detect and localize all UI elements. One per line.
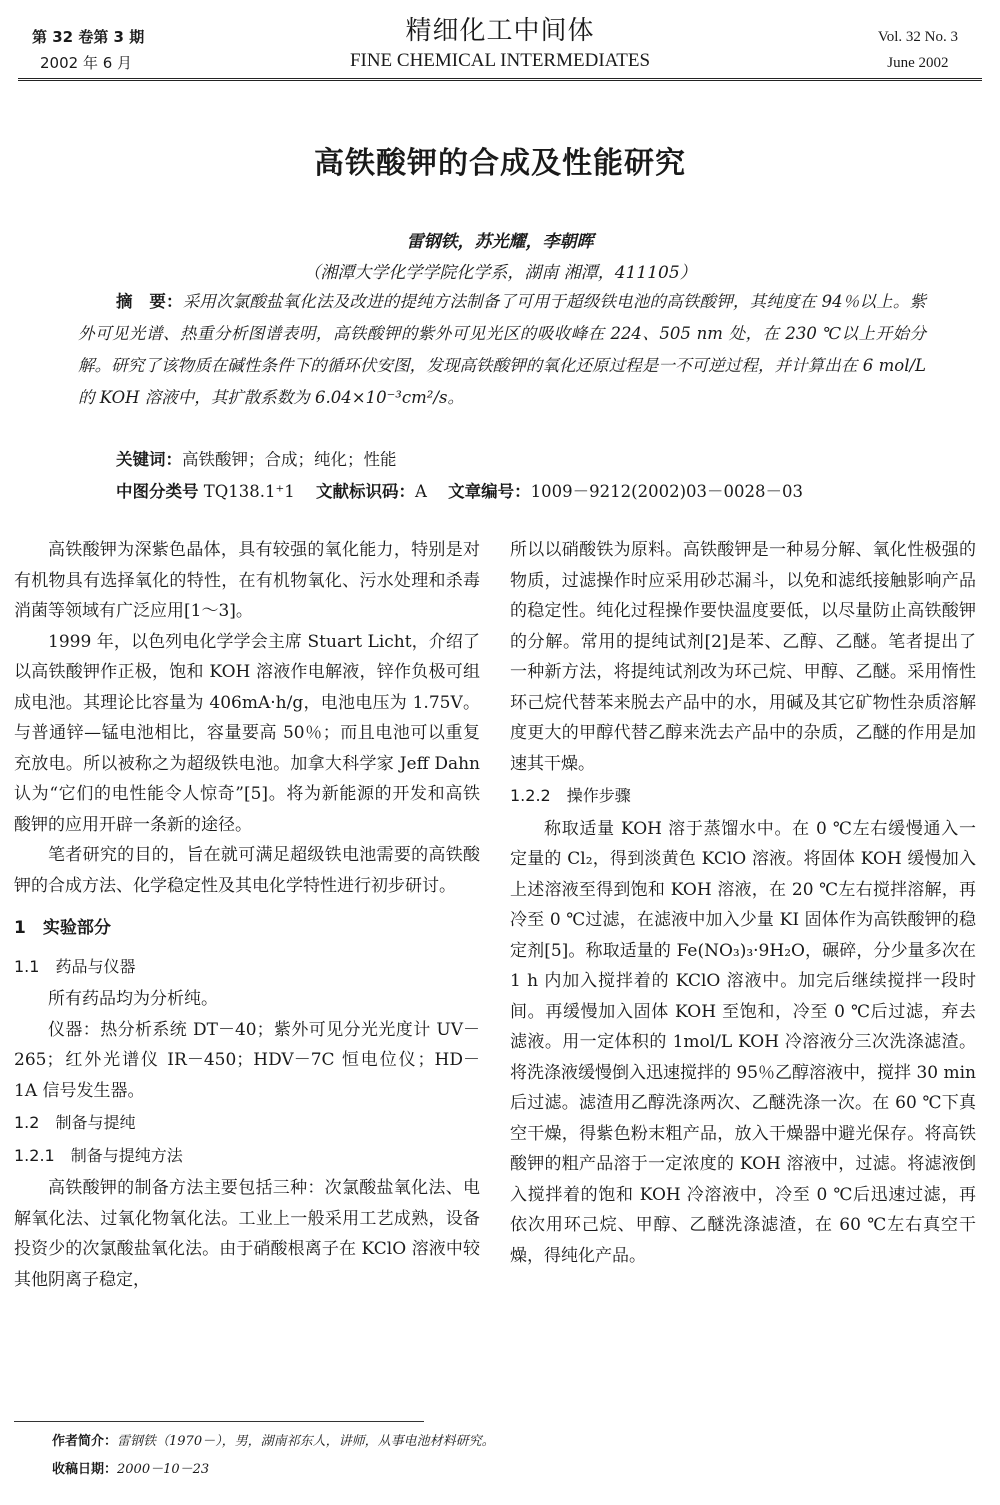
keywords [116,446,397,474]
paragraph: 所以以硝酸铁为原料。高铁酸钾是一种易分解、氧化性极强的物质，过滤操作时应采用砂芯漏斗，以免和滤纸接触影响产品的稳定性。纯化过程操作要快温度要低，以尽量防止高铁酸钾的分解。常用的提纯试剂[2]是苯、乙醇、乙醚。笔者提出了一种新方法，将提纯试剂改为环己烷、甲醇、乙醚。采用惰性环己烷代替苯来脱去产品中的水，用碱及其它矿物性杂质溶解度更大的甲醇代替乙醇来洗去产品中的杂质，乙醚的作用是加速其干燥。 [510,540,976,774]
abstract-label: 摘 要： [116,292,183,311]
section-heading-1-2: 1.2 制备与提纯 [14,1113,136,1132]
doc-code-value: A [414,482,427,501]
journal-title-cn: 精细化工中间体 [405,16,595,46]
volume-issue-en: Vol. 32 No. 3 [877,29,958,45]
header-right [878,24,958,76]
journal-masthead [300,14,700,74]
abstract [78,286,926,414]
author-bio-label: 作者简介： [52,1434,118,1449]
abstract-text: 采用次氯酸盐氧化法及改进的提纯方法制备了可用于超级铁电池的高铁酸钾，其纯度在 94％以上。紫外可见光谱、热重分析图谱表明，高铁酸钾的紫外可见光区的吸收峰在 224、505 nm 处，在 230 ℃以上开始分解。研究了该物质在碱性条件下的循环伏安图，发现高铁酸钾的氧化还原过程是一不可逆过程，并计算出在 6 mol/L 的 KOH 溶液中，其扩散系数为 6.04×10⁻³cm²/s。 [78,292,926,407]
section-heading-1-2-1: 1.2.1 制备与提纯方法 [14,1145,183,1165]
article-number-value: 1009－9212(2002)03－0028－03 [530,482,803,501]
date-cn: 2002 年 6 月 [40,54,133,72]
article-authors: 雷钢铁，苏光耀，李朝晖 [406,232,594,252]
author-bio-text: 雷钢铁（1970－），男，湖南祁东人，讲师，从事电池材料研究。 [117,1434,495,1449]
body-column-right [510,535,976,1271]
section-heading-1-1: 1.1 药品与仪器 [14,956,136,976]
footnote-divider [14,1421,424,1422]
received-date-label: 收稿日期： [52,1462,118,1477]
article-title: 高铁酸钾的合成及性能研究 [314,146,686,181]
volume-issue-cn: 第 32 卷第 3 期 [32,28,145,46]
author-bio [52,1428,495,1456]
section-heading-1-2-2: 1.2.2 操作步骤 [510,786,631,805]
paragraph: 笔者研究的目的，旨在就可满足超级铁电池需要的高铁酸钾的合成方法、化学稳定性及其电化学特性进行初步研讨。 [14,845,480,896]
paragraph: 高铁酸钾的制备方法主要包括三种：次氯酸盐氧化法、电解氧化法、过氧化物氧化法。工业上一般采用工艺成熟，设备投资少的次氯酸盐氧化法。由于硝酸根离子在 KClO 溶液中较其他阴离子稳定， [14,1178,480,1290]
section-heading-1: 1 实验部分 [14,918,111,938]
header-left [32,24,144,76]
body-column-left [14,535,480,1295]
clc-label: 中图分类号 [116,482,199,501]
paragraph: 称取适量 KOH 溶于蒸馏水中。在 0 ℃左右缓慢通入一定量的 Cl₂，得到淡黄色 KClO 溶液。将固体 KOH 缓慢加入上述溶液至得到饱和 KOH 溶液，在 20 ℃左右搅拌溶解，再冷至 0 ℃过滤，在滤液中加入少量 KI 固体作为高铁酸钾的稳定剂[5]。称取适量的 Fe(NO₃)₃·9H₂O，碾碎，分少量多次在 1 h 内加入搅拌着的 KClO 溶液中。加完后继续搅拌一段时间。再缓慢加入固体 KOH 至饱和，冷至 0 ℃后过滤，弃去滤液。用一定体积的 1mol/L KOH 冷溶液分三次洗涤滤渣。将洗涤液缓慢倒入迅速搅拌的 95％乙醇溶液中，搅拌 30 min 后过滤。滤渣用乙醇洗涤两次、乙醚洗涤一次。在 60 ℃下真空干燥，得紫色粉末粗产品，放入干燥器中避光保存。将高铁酸钾的粗产品溶于一定浓度的 KOH 溶液中，过滤。将滤液倒入搅拌着的饱和 KOH 冷溶液中，冷至 0 ℃后迅速过滤，再依次用环己烷、甲醇、乙醚洗涤滤渣，在 60 ℃左右真空干燥，得纯化产品。 [510,818,976,1266]
classification-line [116,478,803,506]
paragraph: 仪器：热分析系统 DT－40；紫外可见分光光度计 UV－265；红外光谱仪 IR－450；HDV－7C 恒电位仪；HD－1A 信号发生器。 [14,1019,480,1101]
doc-code-label: 文献标识码： [315,482,415,501]
paragraph: 高铁酸钾为深紫色晶体，具有较强的氧化能力，特别是对有机物具有选择氧化的特性，在有机物氧化、污水处理和杀毒消菌等领域有广泛应用[1～3]。 [14,540,480,621]
journal-title-en: FINE CHEMICAL INTERMEDIATES [349,50,651,71]
clc-value: TQ138.1⁺1 [203,482,295,501]
article-affiliation: （湘潭大学化学学院化学系，湖南 湘潭，411105） [303,263,697,283]
received-date [52,1456,495,1484]
article-number-label: 文章编号： [448,482,531,501]
header-divider [18,78,982,81]
date-en: June 2002 [887,55,949,71]
paragraph: 1999 年，以色列电化学学会主席 Stuart Licht，介绍了以高铁酸钾作正极，饱和 KOH 溶液作电解液，锌作负极可组成电池。其理论比容量为 406mA·h/g，电池电压为 1.75V。与普通锌—锰电池相比，容量要高 50％；而且电池可以重复充放电。所以被称之为超级铁电池。加拿大科学家 Jeff Dahn 认为“它们的电性能令人惊奇”[5]。将为新能源的开发和高铁酸钾的应用开辟一条新的途径。 [14,631,480,835]
footnotes [52,1428,495,1484]
keywords-label: 关键词： [116,450,182,469]
received-date-text: 2000－10－23 [117,1462,210,1477]
keywords-text: 高铁酸钾；合成；纯化；性能 [182,450,397,469]
paragraph: 所有药品均为分析纯。 [48,989,218,1009]
